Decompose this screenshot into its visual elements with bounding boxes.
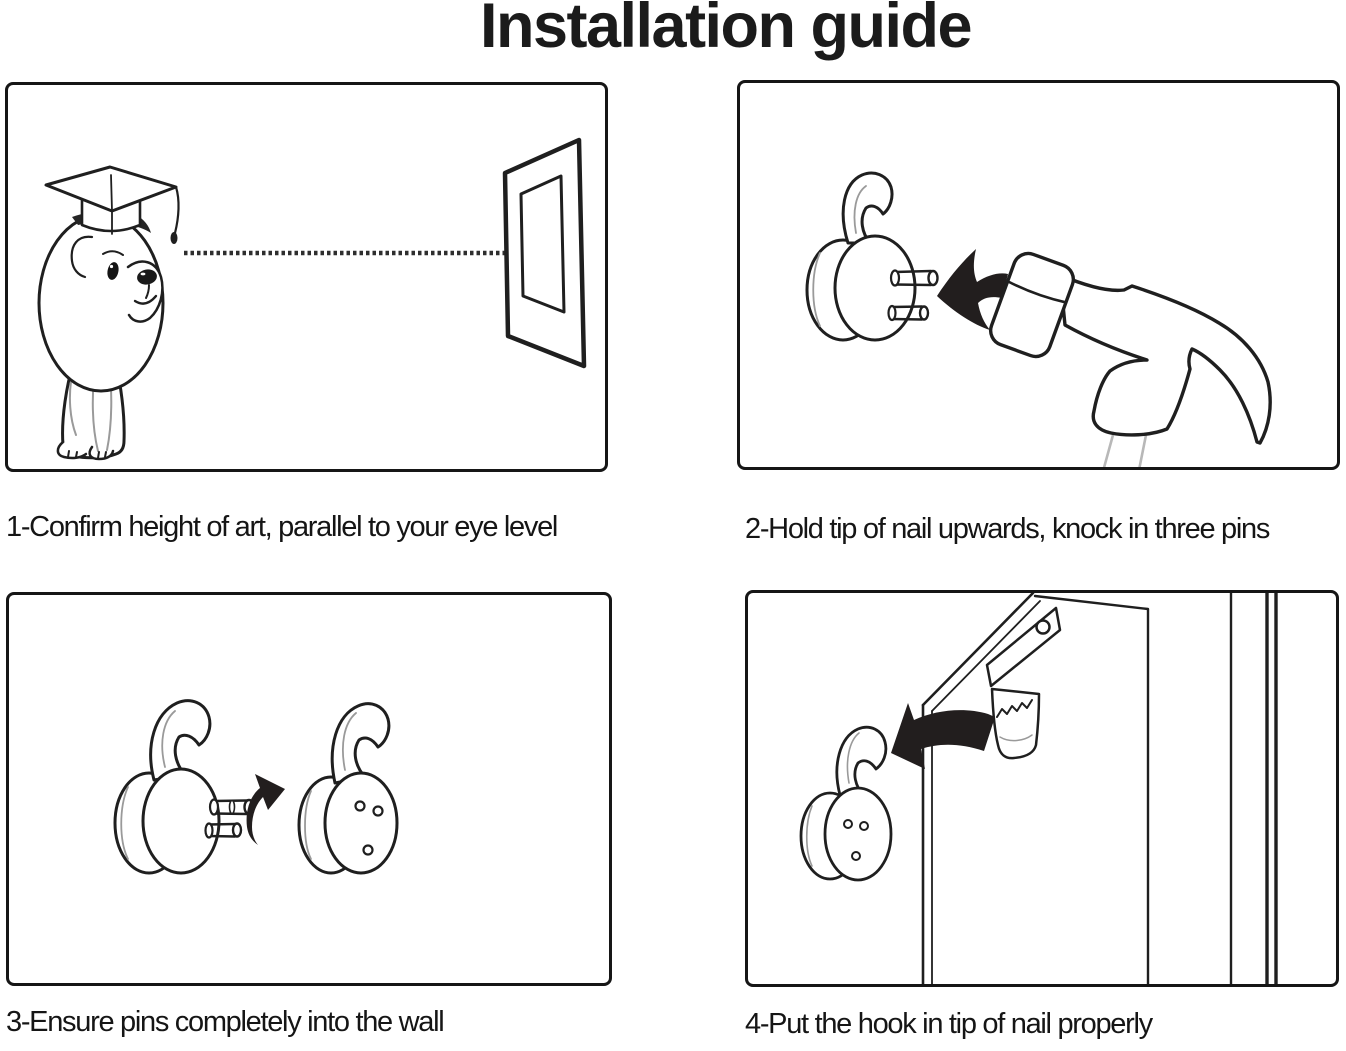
hammer-icon [986,249,1270,467]
cap-tassel [175,187,179,233]
step-1-illustration [8,85,605,469]
hook-arm [843,173,892,243]
hanger-hole [1037,621,1050,634]
step-3-panel [6,592,612,986]
step-3-illustration [9,595,609,983]
step-1-caption: 1-Confirm height of art, parallel to your eye level [6,511,558,543]
hook-pins-flush [299,704,397,873]
right-arrow-icon [247,774,285,845]
bear-head [39,211,163,391]
step-2-caption: 2-Hold tip of nail upwards, knock in three pins [745,513,1270,545]
frame-back-edges [923,593,1148,984]
hammer-handle [1102,435,1146,467]
wall-edge-lines [1231,593,1276,984]
wall-hook-icon [807,173,938,340]
step-2-panel [737,80,1340,470]
step-3-caption: 3-Ensure pins completely into the wall [6,1006,444,1038]
picture-frame [505,140,584,366]
installed-hook [801,727,891,880]
hammer-head [986,249,1077,360]
hammer-body [1060,275,1270,443]
step-4-caption: 4-Put the hook in tip of nail properly [745,1008,1152,1040]
page-title: Installation guide [479,0,972,61]
step-2-illustration [740,83,1337,467]
step-4-panel [745,590,1339,987]
down-left-arrow-icon [891,703,995,769]
step-1-panel [5,82,608,472]
bear-illustration [39,167,179,459]
step-4-illustration [748,593,1336,984]
hook-pins-out [115,701,254,873]
